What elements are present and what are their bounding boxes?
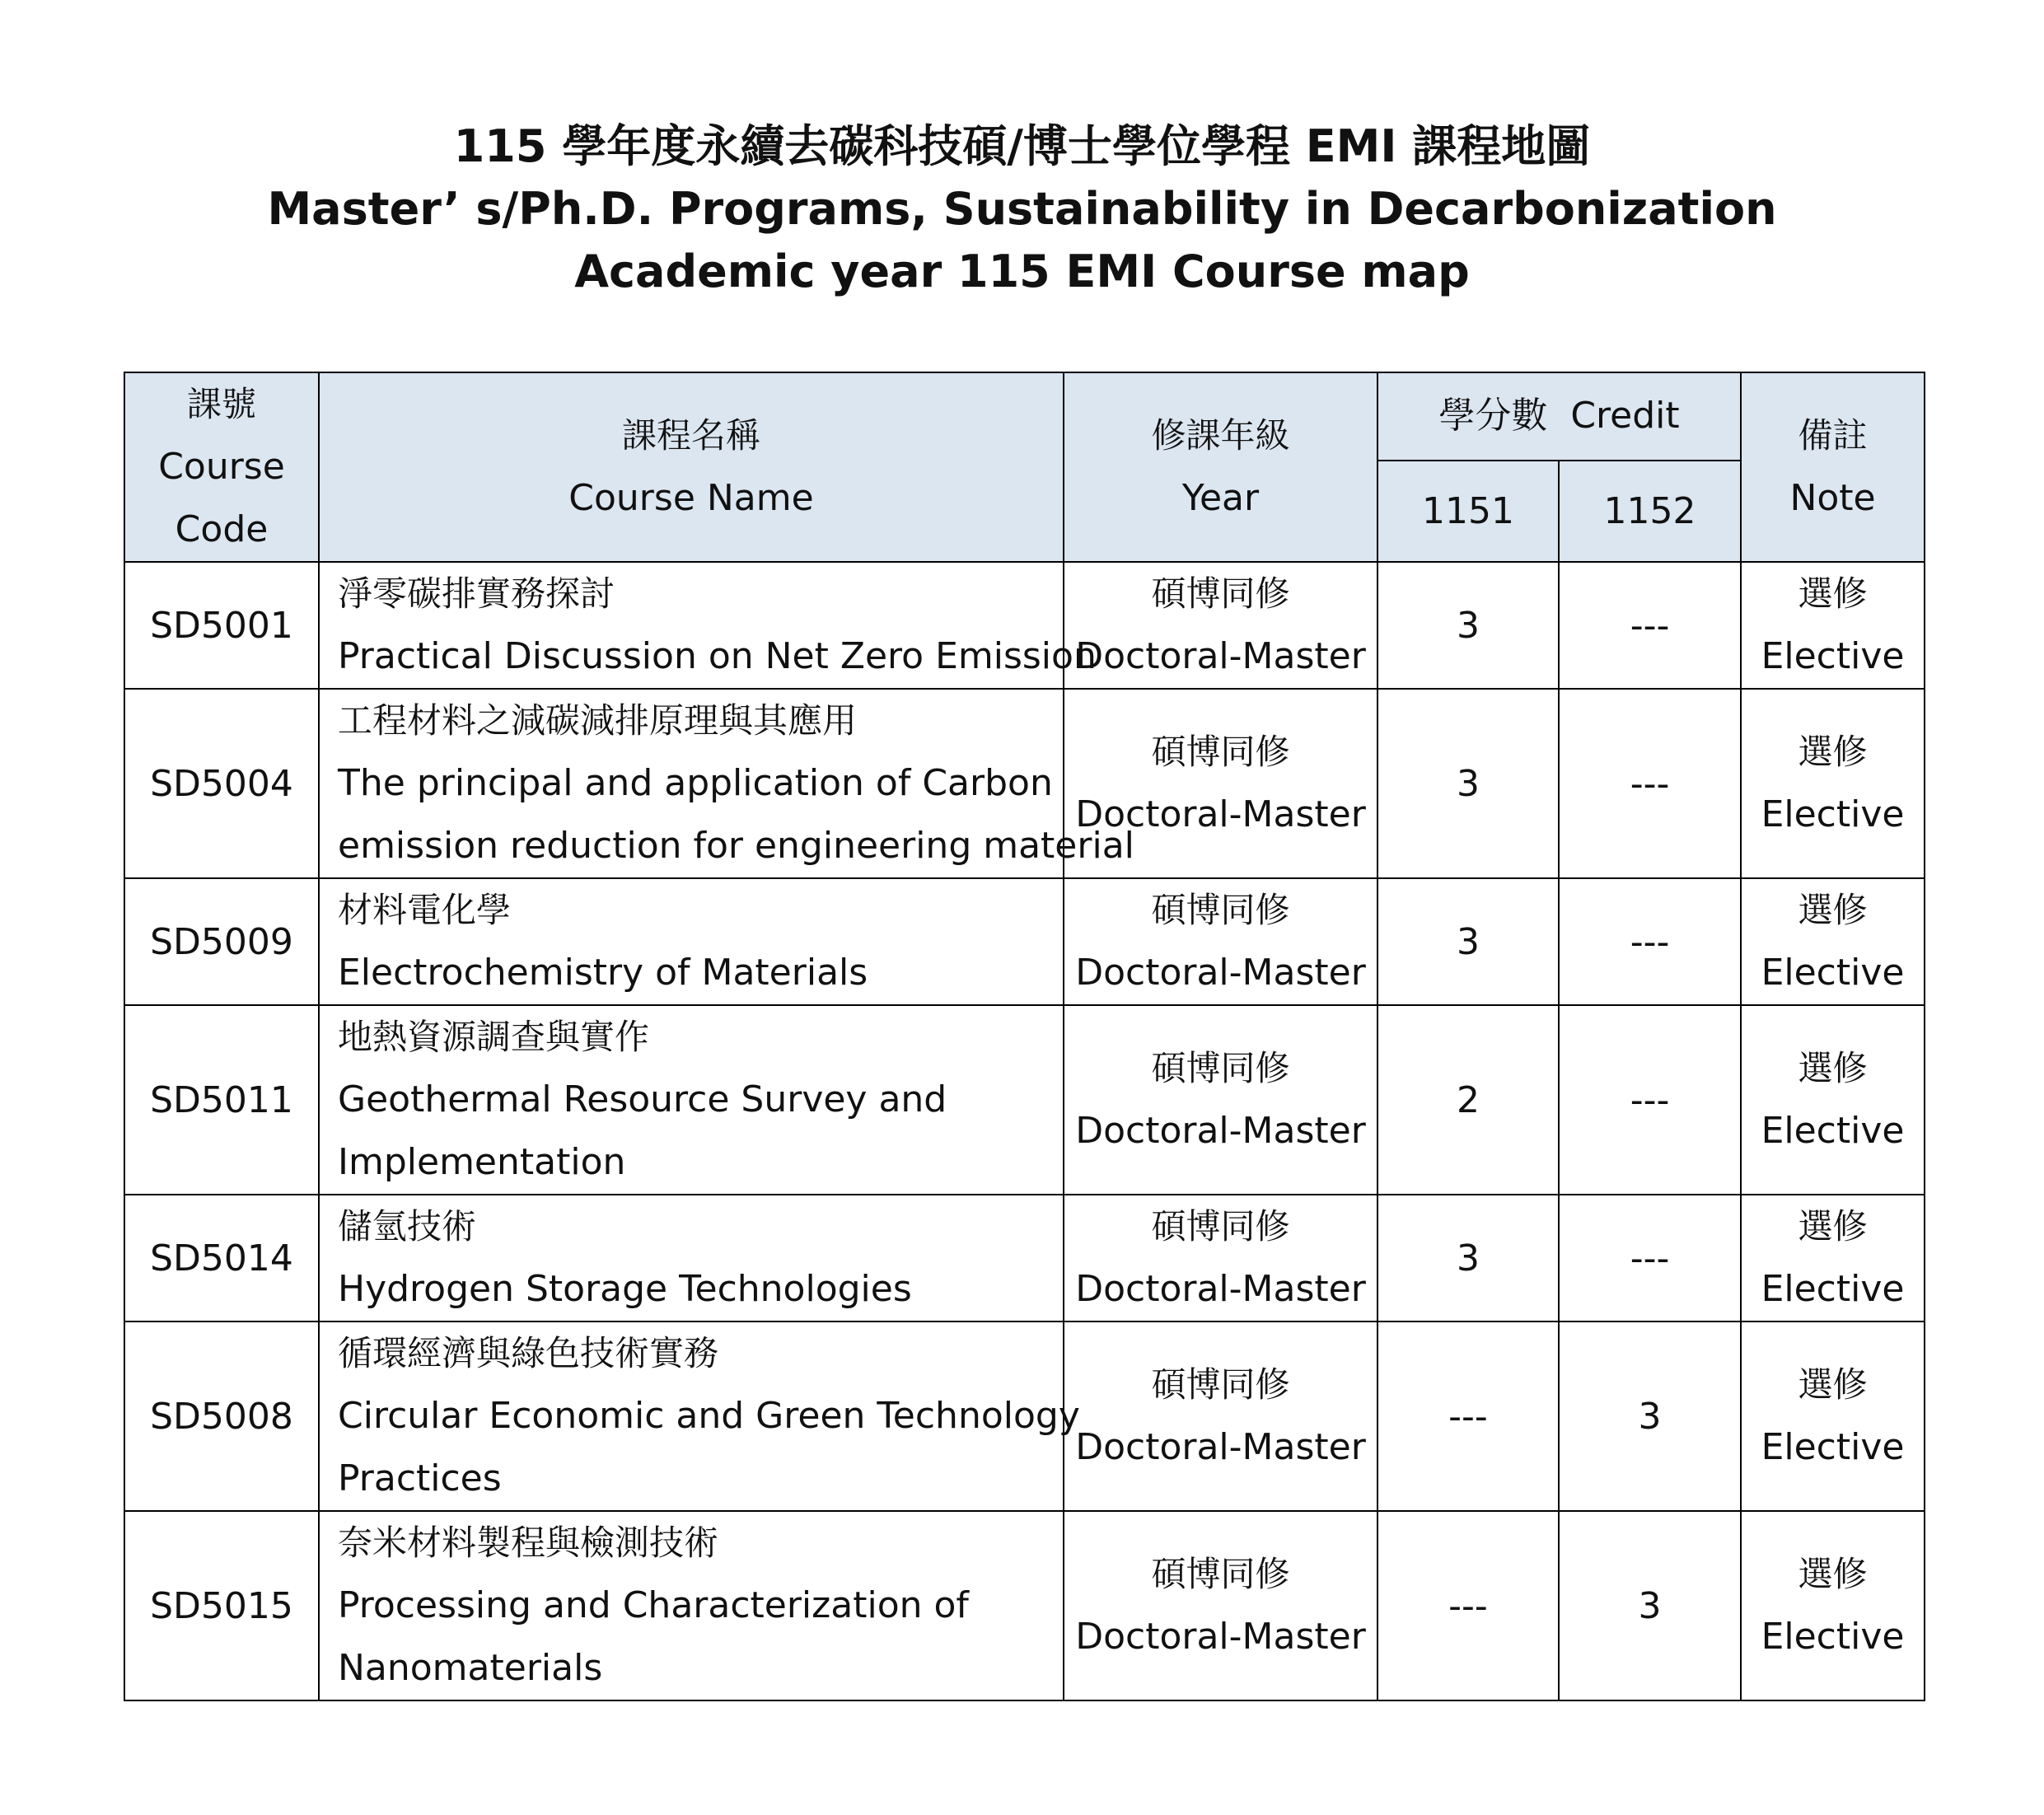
- table-row: [124, 1195, 1925, 1321]
- year-zh: 碩博同修: [1151, 1048, 1290, 1088]
- table-row: [124, 1005, 1925, 1195]
- course-name-en: Hydrogen Storage Technologies: [338, 1268, 912, 1310]
- credit-1152: ---: [1559, 1005, 1741, 1195]
- note-zh: 選修: [1798, 1554, 1868, 1594]
- year-cell: [1064, 1005, 1377, 1195]
- note-zh: 選修: [1798, 732, 1868, 772]
- header-note: [1741, 372, 1925, 562]
- credit-1152: ---: [1559, 878, 1741, 1005]
- course-name-zh: 地熱資源調查與實作: [338, 1017, 650, 1057]
- note-cell: [1741, 562, 1925, 689]
- year-en: Doctoral-Master: [1075, 952, 1366, 994]
- year-en: Doctoral-Master: [1075, 1426, 1366, 1468]
- credit-1151: 3: [1377, 878, 1559, 1005]
- credit-1152: 3: [1559, 1321, 1741, 1511]
- table-body: [124, 562, 1925, 1700]
- note-zh: 選修: [1798, 1048, 1868, 1088]
- course-map-table: [124, 372, 1925, 1701]
- table-row: [124, 689, 1925, 878]
- header-course-name: [319, 372, 1064, 562]
- credit-1151: ---: [1377, 1321, 1559, 1511]
- course-code: SD5009: [124, 878, 319, 1005]
- course-name-zh: 工程材料之減碳減排原理與其應用: [338, 700, 858, 741]
- course-name-en-cont: Implementation: [338, 1141, 626, 1183]
- course-name-en: Circular Economic and Green Technology: [338, 1395, 1080, 1437]
- note-en: Elective: [1761, 1110, 1905, 1152]
- note-en: Elective: [1761, 1616, 1905, 1658]
- credit-1152: ---: [1559, 1195, 1741, 1321]
- course-code: SD5014: [124, 1195, 319, 1321]
- course-name-zh: 材料電化學: [338, 890, 512, 930]
- note-cell: [1741, 1321, 1925, 1511]
- year-en: Doctoral-Master: [1075, 1110, 1366, 1152]
- page-title-en: Master’ s/Ph.D. Programs, Sustainability in Decarbonization: [267, 183, 1777, 235]
- header-year-zh: 修課年級: [1151, 415, 1290, 456]
- note-en: Elective: [1761, 1268, 1905, 1310]
- table-row: [124, 1321, 1925, 1511]
- note-en: Elective: [1761, 952, 1905, 994]
- credit-1151: 2: [1377, 1005, 1559, 1195]
- page-title-zh: 115 學年度永續去碳科技碩/博士學位學程 EMI 課程地圖: [453, 120, 1591, 172]
- header-year-en: Year: [1181, 477, 1260, 519]
- note-cell: [1741, 1005, 1925, 1195]
- header-name-en: Course Name: [568, 477, 814, 519]
- course-name-cell: [319, 878, 1064, 1005]
- note-cell: [1741, 1511, 1925, 1700]
- header-row-top: [124, 372, 1925, 461]
- header-name-zh: 課程名稱: [621, 415, 760, 456]
- course-name-cell: [319, 1511, 1064, 1700]
- header-credit: [1377, 372, 1741, 461]
- credit-1151: 3: [1377, 1195, 1559, 1321]
- course-name-en-cont: Nanomaterials: [338, 1647, 603, 1689]
- table-row: [124, 1511, 1925, 1700]
- course-code: SD5004: [124, 689, 319, 878]
- year-cell: [1064, 1321, 1377, 1511]
- year-en: Doctoral-Master: [1075, 1616, 1366, 1658]
- credit-1151: 3: [1377, 689, 1559, 878]
- course-name-en: Processing and Characterization of: [338, 1584, 969, 1626]
- header-code-zh: 課號: [186, 384, 256, 424]
- course-code: SD5008: [124, 1321, 319, 1511]
- year-zh: 碩博同修: [1151, 573, 1290, 614]
- course-name-en: Geothermal Resource Survey and: [338, 1078, 947, 1120]
- credit-1151: 3: [1377, 562, 1559, 689]
- year-en: Doctoral-Master: [1075, 635, 1366, 677]
- note-zh: 選修: [1798, 1364, 1868, 1405]
- credit-1152: 3: [1559, 1511, 1741, 1700]
- credit-1151: ---: [1377, 1511, 1559, 1700]
- page-title-block: [0, 115, 2044, 303]
- course-name-zh: 儲氫技術: [338, 1206, 477, 1247]
- note-zh: 選修: [1798, 890, 1868, 930]
- header-year: [1064, 372, 1377, 562]
- course-name-en: The principal and application of Carbon: [338, 762, 1053, 804]
- year-cell: [1064, 1195, 1377, 1321]
- table-row: [124, 878, 1925, 1005]
- note-cell: [1741, 1195, 1925, 1321]
- note-cell: [1741, 689, 1925, 878]
- table-header: [124, 372, 1925, 562]
- course-name-zh: 淨零碳排實務探討: [338, 573, 615, 614]
- course-code: SD5015: [124, 1511, 319, 1700]
- year-zh: 碩博同修: [1151, 1206, 1290, 1247]
- credit-1152: ---: [1559, 562, 1741, 689]
- header-credit-1151: 1151: [1377, 461, 1559, 562]
- header-code-en-1: Course: [158, 446, 285, 488]
- header-credit-label: 學分數 Credit: [1438, 395, 1680, 437]
- note-en: Elective: [1761, 1426, 1905, 1468]
- note-zh: 選修: [1798, 1206, 1868, 1247]
- course-name-en-cont: emission reduction for engineering material: [338, 825, 1134, 867]
- course-name-cell: [319, 1195, 1064, 1321]
- year-en: Doctoral-Master: [1075, 1268, 1366, 1310]
- course-name-cell: [319, 689, 1134, 878]
- course-name-en: Electrochemistry of Materials: [338, 952, 868, 994]
- page-subtitle: Academic year 115 EMI Course map: [574, 246, 1470, 297]
- header-note-en: Note: [1789, 477, 1876, 519]
- note-en: Elective: [1761, 635, 1905, 677]
- course-code: SD5001: [124, 562, 319, 689]
- header-note-zh: 備註: [1798, 415, 1868, 456]
- header-credit-1152: 1152: [1559, 461, 1741, 562]
- course-name-zh: 奈米材料製程與檢測技術: [338, 1523, 719, 1563]
- header-code-en-2: Code: [175, 508, 269, 550]
- course-name-cell: [319, 1005, 1064, 1195]
- year-en: Doctoral-Master: [1075, 793, 1366, 835]
- year-cell: [1064, 562, 1377, 689]
- year-zh: 碩博同修: [1151, 1554, 1290, 1594]
- table-row: [124, 562, 1925, 689]
- course-name-zh: 循環經濟與綠色技術實務: [338, 1333, 719, 1373]
- note-zh: 選修: [1798, 573, 1868, 614]
- course-name-cell: [319, 562, 1097, 689]
- course-name-en: Practical Discussion on Net Zero Emission: [338, 635, 1097, 677]
- course-name-cell: [319, 1321, 1080, 1511]
- year-zh: 碩博同修: [1151, 732, 1290, 772]
- header-course-code: [124, 372, 319, 562]
- year-zh: 碩博同修: [1151, 1364, 1290, 1405]
- credit-1152: ---: [1559, 689, 1741, 878]
- year-zh: 碩博同修: [1151, 890, 1290, 930]
- note-cell: [1741, 878, 1925, 1005]
- course-code: SD5011: [124, 1005, 319, 1195]
- note-en: Elective: [1761, 793, 1905, 835]
- year-cell: [1064, 878, 1377, 1005]
- year-cell: [1064, 1511, 1377, 1700]
- course-name-en-cont: Practices: [338, 1457, 502, 1499]
